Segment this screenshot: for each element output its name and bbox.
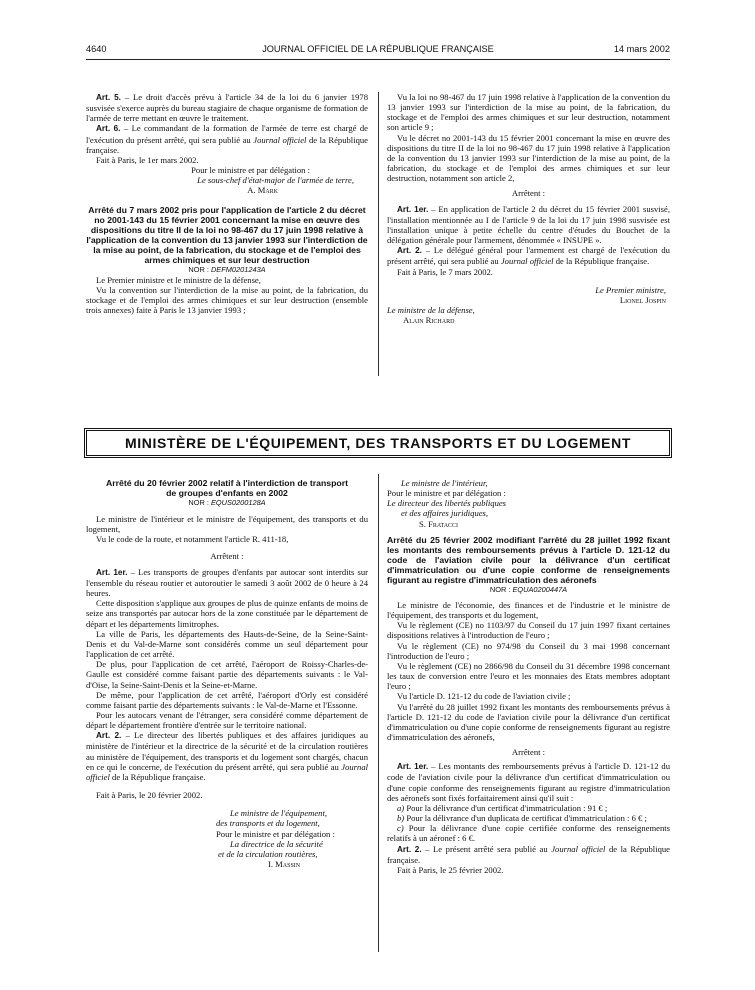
article-1: Art. 1er. – Les montants des remboursements prévus à l'article D. 121-12 du code de l'aviation civile pour la délivrance d'un certificat d'immatriculation ou d'une copie conforme des renseignements figurant au registre d'immatriculation des aéronefs sont fixés forfaitairement ainsi qu'il suit : <box>387 761 670 803</box>
ministry-banner <box>86 430 670 456</box>
nor-reference: NOR : EQUA0200447A <box>489 584 568 594</box>
signature-line: et de la circulation routières, <box>218 848 318 859</box>
signature-line: La directrice de la sécurité <box>230 838 323 849</box>
journal-title: JOURNAL OFFICIEL DE LA RÉPUBLIQUE FRANÇAISE <box>262 44 494 54</box>
paragraph: De plus, pour l'application de cet arrêté, l'aéroport de Roissy-Charles-de-Gaulle est considéré comme faisant partie des départements suivants : le Val-d'Oise, la Seine-Saint-Denis et la Seine-et-Marne. <box>86 659 368 690</box>
signatory-name: Lionel Jospin <box>619 294 666 305</box>
paragraph: Vu le règlement (CE) no 1103/97 du Conseil du 17 juin 1997 fixant certaines dispositions relatives à l'introduction de l'euro ; <box>387 620 670 641</box>
signature-line: Le directeur des libertés publiques <box>387 498 507 509</box>
column-divider <box>378 92 379 376</box>
article-5: Art. 5. – Le droit d'accès prévu à l'article 34 de la loi du 6 janvier 1978 susvisée s'exerce auprès du bureau stagiaire de chaque organisme de formation de l'armée de terre mettant en œuvre le traitement. <box>86 92 368 124</box>
arretent-heading: Arrêtent : <box>511 747 546 758</box>
paragraph: Le ministre de l'économie, des finances et de l'industrie et le ministre de l'équipement, des transports et du logement, <box>387 599 670 621</box>
signature-line: des transports et du logement, <box>216 818 320 829</box>
arretent-heading: Arrêtent : <box>210 550 244 561</box>
paragraph: Vu le règlement (CE) no 974/98 du Conseil du 3 mai 1998 concernant l'introduction de l'euro ; <box>387 640 670 661</box>
article-2: Art. 2. – Le délégué général pour l'armement est chargé de l'exécution du présent arrêté, qui sera publié au Journal officiel de la République française. <box>387 245 670 267</box>
paragraph: Vu le règlement (CE) no 2866/98 du Conseil du 31 décembre 1998 concernant les taux de conversion entre l'euro et les monnaies des Etats membres adoptant l'euro ; <box>387 660 670 692</box>
paragraph: Vu l'article D. 121-12 du code de l'aviation civile ; <box>397 691 571 702</box>
paragraph: La ville de Paris, les départements des Hauts-de-Seine, de la Seine-Saint-Denis et du Val-de-Marne sont considérés comme un seul département pour l'application de cet arrêté. <box>86 628 368 660</box>
decree-title: Arrêté du 25 février 2002 modifiant l'arrêté du 28 juillet 1992 fixant les montants des remboursements prévus à l'article D. 121-12 du code de l'aviation civile pour la délivrance d'un certificat d'immatriculation ou d'une copie conforme de renseignements figurant au registre d'immatriculation des aéronefs <box>387 534 670 585</box>
signatory-name: A. Mark <box>247 185 278 196</box>
paragraph: Vu la convention sur l'interdiction de la mise au point, de la fabrication, du stockage et de l'emploi des armes chimiques et sur leur destruction (ensemble trois annexes) faite à Paris le 13 janvier 1993 ; <box>86 284 368 316</box>
list-item: c) Pour la délivrance d'une copie certifiée conforme des renseignements relatifs à un aéronef : 6 €. <box>387 823 670 844</box>
column-divider <box>378 474 379 952</box>
signature-line: Le ministre de la défense, <box>387 304 475 315</box>
paragraph: Vu le code de la route, et notamment l'article R. 411-18, <box>96 534 289 545</box>
page-header <box>86 44 670 58</box>
nor-reference: NOR : EQUS0200128A <box>188 498 266 507</box>
article-2: Art. 2. – Le directeur des libertés publiques et des affaires juridiques au ministère de l'intérieur et la directrice de la sécurité et de la circulation routières au ministère de l'équipement, des transports et du logement sont chargés, chacun en ce qui le concerne, de l'exécution du présent arrêté, qui sera publié au Journal officiel de la République française. <box>86 730 368 782</box>
bottom-left-column <box>86 478 368 869</box>
page-number: 4640 <box>86 44 107 54</box>
paragraph: Pour les autocars venant de l'étranger, sera considéré comme département de départ le département frontière d'entrée sur le territoire national. <box>86 709 368 731</box>
signature-line: Pour le ministre et par délégation : <box>216 828 335 839</box>
signature-line: Le ministre de l'intérieur, <box>401 478 488 488</box>
signatory-name: I. Massin <box>268 859 301 869</box>
fait-line: Fait à Paris, le 20 février 2002. <box>96 790 203 801</box>
decree-title: Arrêté du 7 mars 2002 pris pour l'application de l'article 2 du décret no 2001-143 du 15 février 2001 concernant la mise en œuvre des dispositions du titre II de la loi no 98-467 du 17 juin 1998 relative à l'application de la convention du 13 janvier 1993 sur l'interdiction de la mise au point, de la fabrication, du stockage et de l'emploi des armes chimiques et sur leur destruction <box>86 204 368 265</box>
header-rule <box>86 59 670 60</box>
list-item: a) Pour la délivrance d'un certificat d'immatriculation : 91 € ; <box>397 802 608 813</box>
ministry-title: MINISTÈRE DE L'ÉQUIPEMENT, DES TRANSPORTS ET DU LOGEMENT <box>125 435 631 451</box>
paragraph: Cette disposition s'applique aux groupes de plus de quinze enfants de moins de seize ans transportés par autocar hors de la zone constituée par le département de départ et les départements limitrophes. <box>86 598 368 629</box>
paragraph: Le ministre de l'intérieur et le ministre de l'équipement, des transports et du logement, <box>86 514 368 535</box>
nor-reference: NOR : DEFM0201243A <box>188 264 266 274</box>
top-left-column <box>86 92 368 315</box>
article-1: Art. 1er. – En application de l'article 2 du décret du 15 février 2001 susvisé, l'installation mentionnée au I de l'article 9 de la loi du 17 juin 1998 susvisée est l'installation unique à petite échelle du centre d'études du Bouchet de la délégation générale pour l'armement, dénommée « INSUPE ». <box>387 203 670 246</box>
fait-line: Fait à Paris, le 25 février 2002. <box>397 864 504 875</box>
signature-line: Le Premier ministre, <box>595 284 666 295</box>
decree-title: Arrêté du 20 février 2002 relatif à l'interdiction de transport de groupes d'enfants en 2002 <box>106 478 349 498</box>
bottom-right-column <box>387 478 670 875</box>
paragraph: De même, pour l'application de cet arrêté, l'aéroport d'Orly est considéré comme faisant partie des départements suivants : le Val-de-Marne et l'Essonne. <box>86 689 368 710</box>
article-6: Art. 6. – Le commandant de la formation de l'armée de terre est chargé de l'exécution du présent arrêté, qui sera publié au Journal officiel de la République française. <box>86 123 368 155</box>
signature-line: Pour le ministre et par délégation : <box>387 488 506 499</box>
article-1: Art. 1er. – Les transports de groupes d'enfants par autocar sont interdits sur l'ensemble du réseau routier et autoroutier le samedi 3 août 2002 de 0 heure à 24 heures. <box>86 566 368 599</box>
signature-line: Le sous-chef d'état-major de l'armée de terre, <box>197 175 354 186</box>
signature-line: et des affaires juridiques, <box>401 508 489 519</box>
paragraph: Le Premier ministre et le ministre de la défense, <box>96 274 261 285</box>
arretent-heading: Arrêtent : <box>511 188 546 199</box>
fait-line: Fait à Paris, le 7 mars 2002. <box>397 266 493 277</box>
list-item: b) Pour la délivrance d'un duplicata de certificat d'immatriculation : 6 € ; <box>397 813 647 824</box>
paragraph: Vu l'arrêté du 28 juillet 1992 fixant les montants des remboursements prévus à l'article D. 121-12 du code de l'aviation civile pour la délivrance d'un certificat d'immatriculation ou d'une copie conforme de renseignements figurant au registre d'immatriculation des aéronefs, <box>387 701 670 742</box>
signatory-name: S. Fratacci <box>419 518 459 529</box>
fait-line: Fait à Paris, le 1er mars 2002. <box>96 154 199 165</box>
signature-line: Le ministre de l'équipement, <box>230 808 327 819</box>
top-right-column <box>387 92 670 325</box>
article-2: Art. 2. – Le présent arrêté sera publié au Journal officiel de la République française. <box>387 843 670 865</box>
paragraph: Vu la loi no 98-467 du 17 juin 1998 relative à l'application de la convention du 13 janvier 1993 sur l'interdiction de la mise au point, de la fabrication, du stockage et de l'emploi des armes chimiques et sur leur destruction, notamment son article 9 ; <box>387 92 670 133</box>
issue-date: 14 mars 2002 <box>613 44 670 54</box>
paragraph: Vu le décret no 2001-143 du 15 février 2001 concernant la mise en œuvre des dispositions du titre II de la loi no 98-467 du 17 juin 1998 relative à l'application de la convention du 13 janvier 1993 sur l'interdiction de la mise au point, de la fabrication, du stockage et de l'emploi des armes chimiques et sur leur destruction, notamment son article 2, <box>387 132 670 184</box>
signature-line: Pour le ministre et par délégation : <box>191 165 310 176</box>
signatory-name: Alain Richard <box>403 315 455 326</box>
